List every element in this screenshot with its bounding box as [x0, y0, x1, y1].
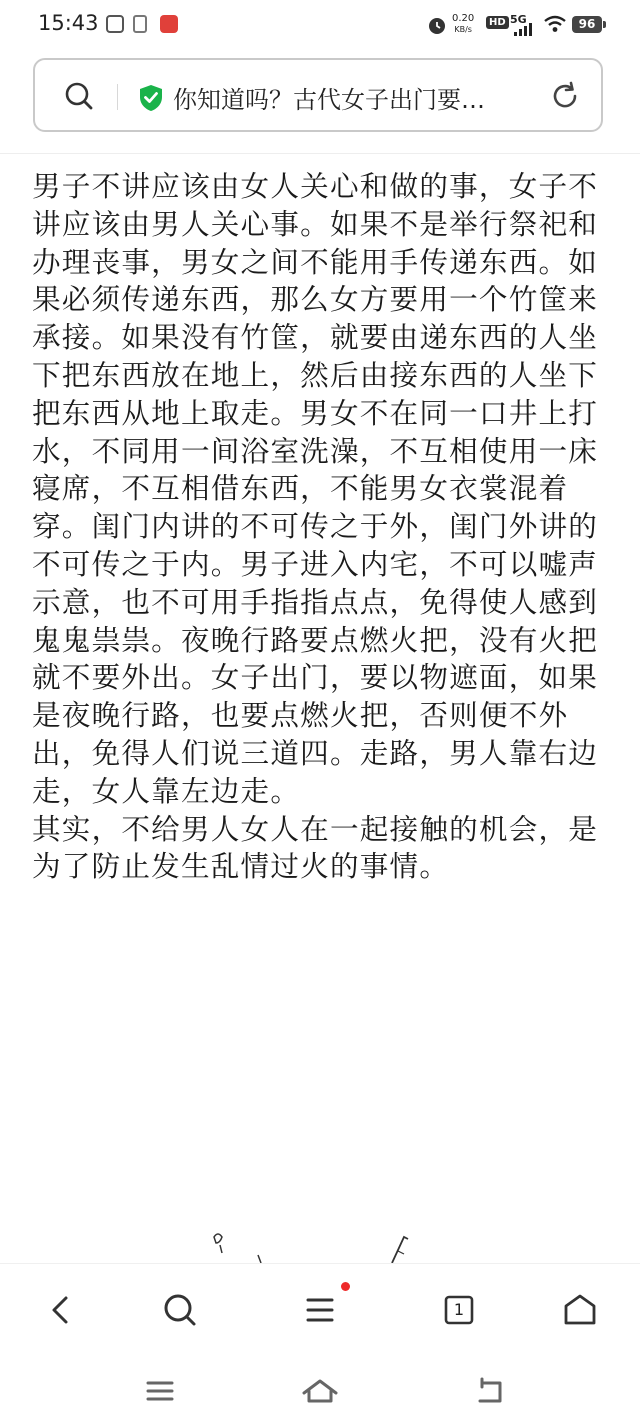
network-speed — [452, 13, 474, 35]
alarm-icon — [426, 14, 448, 36]
address-separator — [117, 84, 118, 110]
article-body — [32, 168, 612, 886]
battery-indicator: 96 — [572, 16, 602, 33]
network-speed-value: 0.20 — [452, 13, 475, 24]
shield-check-icon — [138, 84, 164, 112]
header-divider — [0, 153, 640, 154]
recent-apps-icon[interactable] — [140, 1371, 180, 1411]
system-navigation-bar — [0, 1355, 640, 1427]
search-icon[interactable] — [158, 1288, 202, 1332]
wifi-icon — [543, 14, 567, 34]
page-title[interactable]: 你知道吗？古代女子出门要… — [173, 86, 485, 114]
app-notification-icon — [106, 15, 124, 33]
reload-icon[interactable] — [549, 80, 581, 112]
network-type: 5G — [510, 13, 527, 26]
tab-count: 1 — [453, 1300, 465, 1319]
menu-icon[interactable] — [298, 1288, 342, 1332]
back-icon[interactable] — [40, 1288, 84, 1332]
home-icon[interactable] — [300, 1371, 340, 1411]
document-notification-icon — [133, 15, 147, 33]
notification-dot — [341, 1282, 350, 1291]
address-bar[interactable] — [33, 58, 603, 132]
home-icon[interactable] — [558, 1288, 602, 1332]
tabs-button[interactable] — [444, 1295, 474, 1325]
red-app-notification-icon — [160, 15, 178, 33]
search-icon[interactable] — [63, 80, 95, 112]
status-time: 15:43 — [38, 11, 99, 35]
hd-badge: HD — [486, 16, 509, 29]
article-paragraph: 其实，不给男人女人在一起接触的机会，是为了防止发生乱情过火的事情。 — [32, 811, 599, 884]
network-speed-unit: KB/s — [454, 25, 472, 34]
back-icon[interactable] — [470, 1371, 510, 1411]
article-paragraph: 男子不讲应该由女人关心和做的事，女子不讲应该由男人关心事。如果不是举行祭祀和办理丧事，男女之间不能用手传递东西。如果必须传递东西，那么女方要用一个竹筐来承接。如果没有竹筐，就要由递东西的人坐下把东西放在地上，然后由接东西的人坐下把东西从地上取走。男女不在同一口井上打水，不同用一间浴室洗澡，不互相使用一床寝席，不互相借东西，不能男女衣裳混着穿。闺门内讲的不可传之于外，闺门外讲的不可传之于内。男子进入内宅，不可以嘘声示意，也不可用手指指点点，免得使人感到鬼鬼祟祟。夜晚行路要点燃火把，没有火把就不要外出。女子出门，要以物遮面，如果是夜晚行路，也要点燃火把，否则便不外出，免得人们说三道四。走路，男人靠右边走，女人靠左边走。 — [32, 169, 599, 808]
signal-icon — [514, 22, 536, 36]
article-illustration — [0, 1225, 640, 1265]
status-bar — [0, 0, 640, 52]
browser-toolbar — [0, 1263, 640, 1356]
